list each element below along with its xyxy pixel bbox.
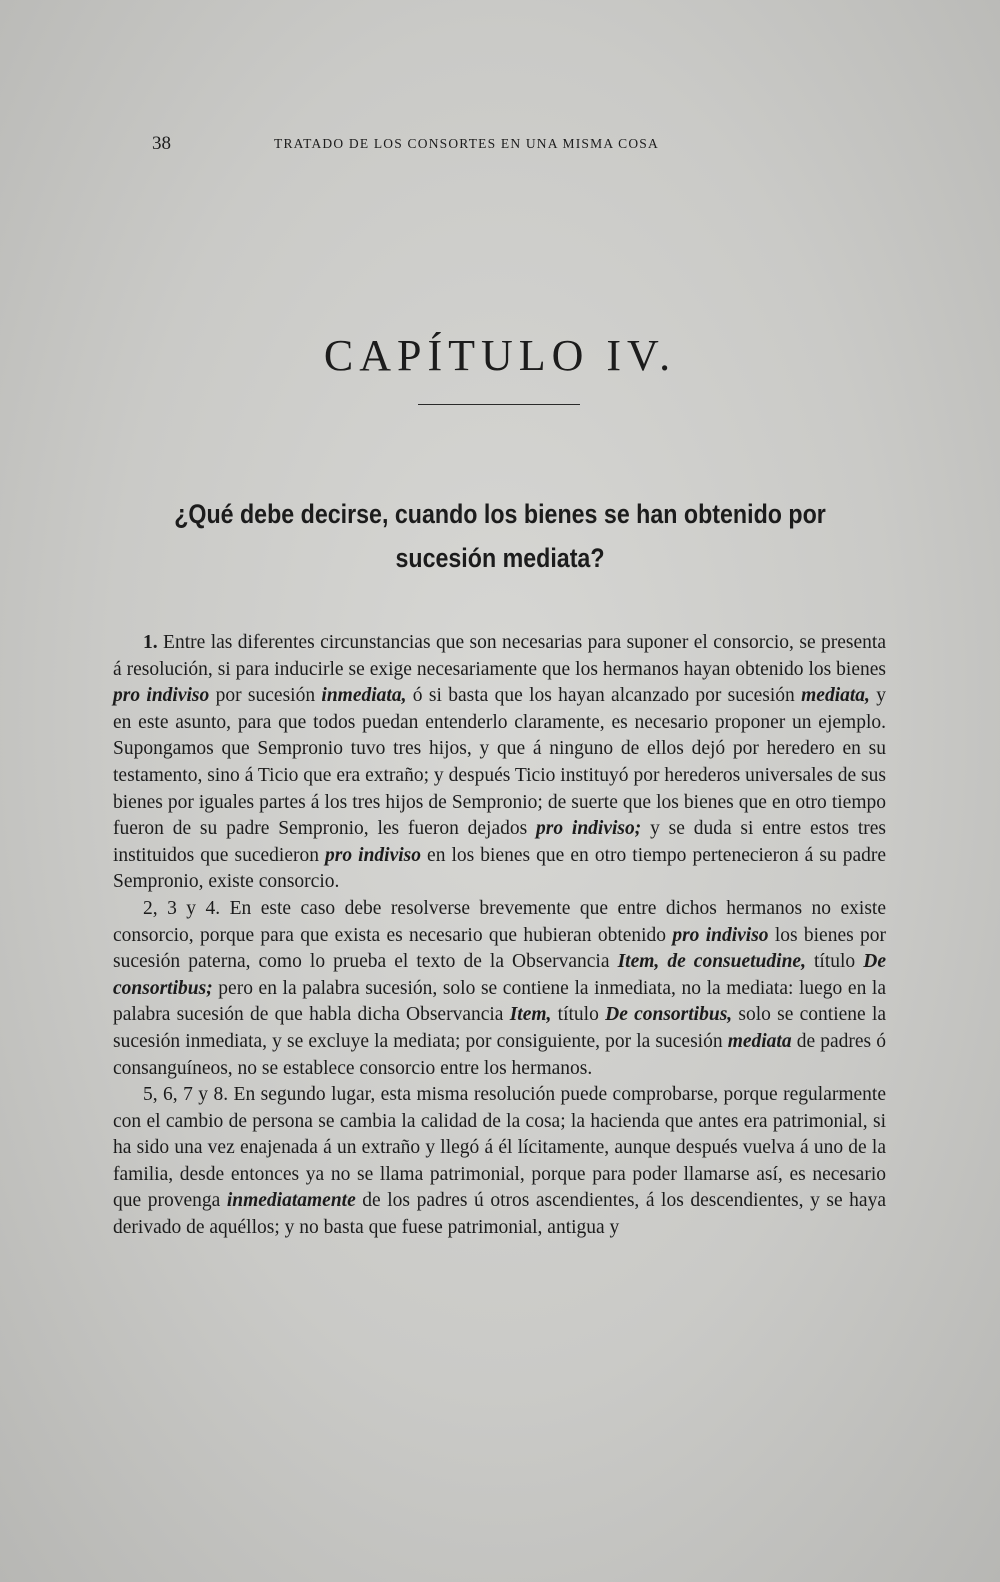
emphasis-term: mediata, — [801, 685, 870, 707]
text-run: y en este asunto, para que todos puedan entenderlo claramente, es necesario proponer un ejemplo. Supongamos que Sempronio tuvo tres hijos, y que á ninguno de ellos dejó por heredero en su testamento, sino á Ticio que era extraño; y después Ticio instituyó por herederos universales de sus bienes por iguales partes á los tres hijos de Sempronio; de suerte que los bienes que en otro tiempo fueron de su padre Sempronio, les fueron dejados — [113, 685, 886, 840]
text-run: los bienes por sucesión paterna, como lo prueba el texto de la Observancia — [113, 924, 886, 973]
paragraph-1 — [113, 630, 886, 896]
text-run: ó si basta que los hayan alcanzado por sucesión — [406, 685, 802, 707]
page-number: 38 — [152, 133, 171, 154]
latin-term: pro indiviso; — [536, 818, 642, 840]
text-run: en los bienes que en otro tiempo pertenecieron á su padre Sempronio, existe consorcio. — [113, 844, 886, 893]
text-run: y se duda si entre estos tres instituidos que sucedieron — [113, 818, 886, 866]
emphasis-term: mediata — [727, 1030, 792, 1052]
latin-term: pro indiviso — [672, 924, 769, 946]
text-run: por sucesión — [209, 685, 322, 707]
text-run: En este caso debe resolverse brevemente que entre dichos hermanos no existe consorcio, porque para que exista es necesario que hubieran obtenido — [113, 897, 887, 946]
text-run: En segundo lugar, esta misma resolución puede comprobarse, porque regularmente con el cambio de persona se cambia la calidad de la cosa; la hacienda que antes era patrimonial, si ha sido una vez enajenada á un extraño y llegó á él lícitamente, aunque después vuelva á uno de la familia, desde entonces ya no se llama patrimonial, porque para poder llamarse así, es necesario que provenga — [113, 1084, 886, 1212]
latin-term: pro indiviso — [325, 844, 422, 866]
text-run: solo se contiene la sucesión inmediata, y se excluye la mediata; por consiguiente, por la sucesión — [113, 1004, 887, 1052]
citation-term: Item, de consuetudine, — [617, 951, 806, 973]
title-divider — [418, 404, 580, 405]
text-run: pero en la palabra sucesión, solo se contiene la inmediata, no la mediata: luego en la palabra sucesión de que habla dicha Observancia — [113, 977, 886, 1026]
page-header — [152, 133, 732, 157]
chapter-title: CAPÍTULO IV. — [323, 331, 677, 380]
paragraph-3 — [113, 1082, 886, 1242]
text-run: de los padres ú otros ascendientes, á los descendientes, y se haya derivado de aquéllos; y no basta que fuese patrimonial, antigua y — [113, 1190, 886, 1239]
paragraph-number: 2, 3 y 4. — [143, 897, 221, 919]
text-run: título — [805, 951, 864, 973]
emphasis-term: inmediatamente — [226, 1190, 356, 1212]
paragraph-2 — [113, 896, 886, 1082]
text-run: título — [551, 1004, 606, 1026]
citation-term: De consortibus; — [113, 951, 886, 999]
paragraph-number: 1. — [143, 632, 158, 653]
citation-term: De consortibus, — [605, 1004, 733, 1026]
emphasis-term: inmediata, — [321, 685, 407, 707]
running-head: TRATADO DE LOS CONSORTES EN UNA MISMA COSA — [274, 136, 659, 151]
paragraph-number: 5, 6, 7 y 8. — [143, 1084, 229, 1106]
text-run: Entre las diferentes circunstancias que son necesarias para suponer el consorcio, se presenta á resolución, si para inducirle se exige necesariamente que los hermanos hayan obtenido los bienes — [113, 632, 886, 680]
body-text — [113, 630, 886, 1242]
latin-term: pro indiviso — [113, 685, 210, 707]
citation-term: Item, — [509, 1004, 552, 1026]
section-heading: ¿Qué debe decirse, cuando los bienes se han obtenido por sucesión mediata? — [174, 499, 826, 573]
text-run: de padres ó consanguíneos, no se establece consorcio entre los hermanos. — [113, 1030, 886, 1079]
